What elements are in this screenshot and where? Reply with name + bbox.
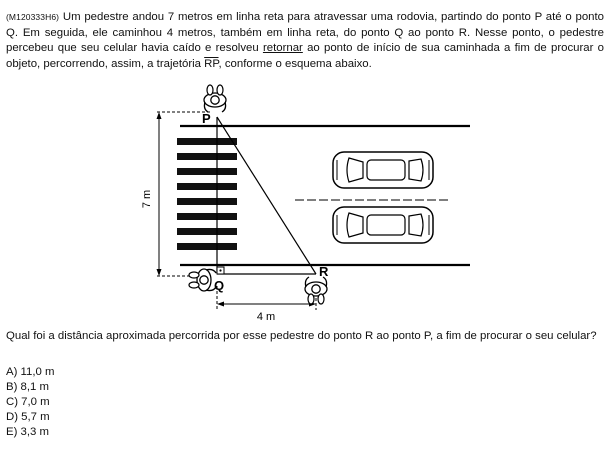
crosswalk-stripe xyxy=(177,243,237,250)
crosswalk-stripe xyxy=(177,183,237,190)
stem-text-1: Um pedestre andou 7 metros em linha reta para atravessar uma rodovia, partindo do ponto P até o ponto Q. Em seguida, ele caminhou 4 metros, também em linha reta, do ponto Q ao ponto R. Nesse ponto, o pedestre percebeu que seu celular havia caído e resolveu xyxy=(6,11,604,54)
segment-rp-line xyxy=(217,117,316,274)
question-code: (M120333H6) xyxy=(6,12,60,22)
stem-text-3: , conforme o esquema abaixo. xyxy=(218,57,372,70)
arrowhead xyxy=(157,269,162,276)
answer-options xyxy=(6,365,55,440)
point-r-label: R xyxy=(319,264,329,279)
crosswalk-stripe xyxy=(177,138,237,145)
option-d[interactable]: D) 5,7 m xyxy=(6,411,50,423)
point-q-label: Q xyxy=(214,278,225,293)
crosswalk-stripe xyxy=(177,198,237,205)
crossing-diagram xyxy=(130,84,470,324)
pedestrian-icon xyxy=(189,269,216,291)
option-b[interactable]: B) 8,1 m xyxy=(6,381,50,393)
crosswalk-stripe xyxy=(177,168,237,175)
crosswalk-stripe xyxy=(177,153,237,160)
option-c[interactable]: C) 7,0 m xyxy=(6,396,50,408)
question-stem xyxy=(6,10,604,72)
car-icon xyxy=(333,152,433,188)
arrowhead xyxy=(157,112,162,119)
point-p-label: P xyxy=(202,111,211,126)
car-icon xyxy=(333,207,433,243)
crosswalk xyxy=(177,138,237,250)
stem-text-2: ao ponto de início de sua caminhada a fim de procurar o objeto, percorrendo, assim, a trajetória xyxy=(6,42,604,70)
pedestrian-icon xyxy=(204,85,226,112)
stem-underlined-word: retornar xyxy=(262,42,303,54)
right-angle-dot xyxy=(219,269,221,271)
horizontal-dimension-label: 4 m xyxy=(256,311,276,323)
arrowhead xyxy=(217,302,224,307)
segment-rp: $\overline{RP}$ xyxy=(204,57,219,70)
crosswalk-stripe xyxy=(177,228,237,235)
option-e[interactable]: E) 3,3 m xyxy=(6,426,50,438)
vertical-dimension-label: 7 m xyxy=(141,189,153,209)
crosswalk-stripe xyxy=(177,213,237,220)
question-text: Qual foi a distância aproximada percorrida por esse pedestre do ponto R ao ponto P, a fim de procurar o seu celular? xyxy=(6,330,597,342)
option-a[interactable]: A) 11,0 m xyxy=(6,366,55,378)
